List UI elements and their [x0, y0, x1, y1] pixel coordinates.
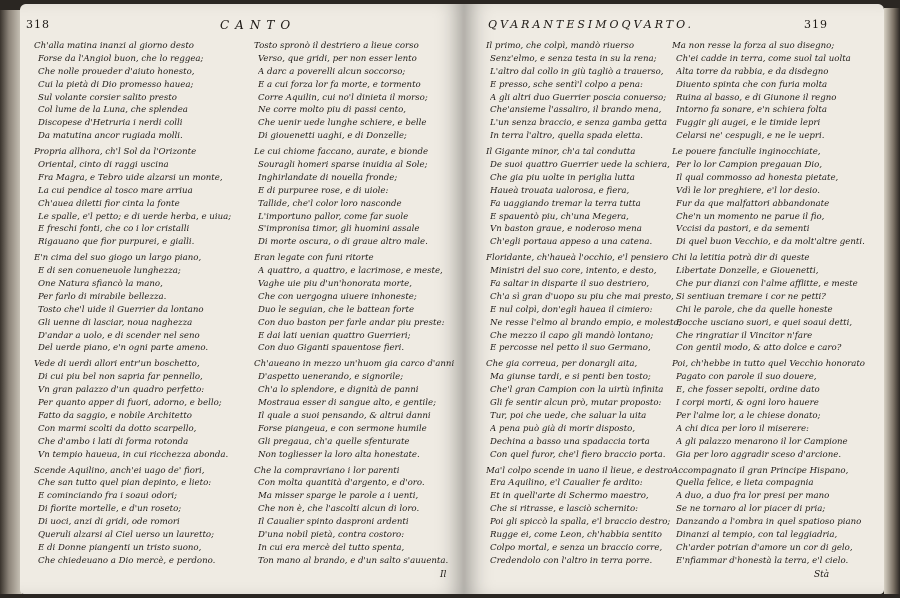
- verse-line: Con duo baston per farle andar piu preste:: [258, 317, 445, 328]
- verse-line: Di morte oscura, o di graue altro male.: [258, 237, 428, 248]
- verse-line: Accompagnato il gran Principe Hispano,: [672, 465, 849, 476]
- verse-line: Ma giunse tardi, e si penti ben tosto;: [490, 372, 651, 383]
- right-page: [464, 4, 884, 594]
- verse-line: E'nfiammar d'honestà la terra, e'l cielo.: [676, 555, 849, 566]
- verse-line: I corpi morti, & ogni loro hauere: [676, 398, 819, 409]
- verse-line: Rigauano que fior purpurei, e gialli.: [38, 237, 195, 248]
- verse-line: E spauentò piu, ch'una Megera,: [490, 211, 629, 222]
- verse-line: Che chiedeuano a Dio mercè, e perdono.: [38, 555, 216, 566]
- stanza: [34, 146, 232, 249]
- verse-line: E di purpuree rose, e di uiole:: [258, 185, 389, 196]
- verse-line: Le pouere fanciulle inginocchiate,: [672, 147, 821, 158]
- verse-line: D'aspetto uenerando, e signorile;: [258, 372, 404, 383]
- verse-line: Ch'auea diletti fior cinta la fonte: [38, 198, 180, 209]
- catchword: Stà: [814, 570, 830, 580]
- verse-line: Vn gran palazzo d'un quadro perfetto:: [38, 385, 205, 396]
- verse-line: Bocche usciano suori, e quei soaui detti,: [676, 317, 853, 328]
- verse-line: Ch'alla matina inanzi al giorno desto: [34, 41, 194, 51]
- verse-line: Corre Aquilin, cui no'l dinieta il morso;: [258, 92, 428, 103]
- verse-line: De suoi quattro Guerrier uede la schiera,: [490, 160, 670, 171]
- verse-line: Forse da l'Angiol buon, che lo reggea;: [38, 53, 204, 64]
- verse-line: Fa saltar in disparte il suo destriero,: [490, 279, 650, 290]
- stanza: [254, 465, 454, 568]
- verse-line: Ch'a sì gran d'uopo su piu che mai presto,: [490, 291, 674, 302]
- right-column-1: [486, 40, 682, 571]
- verse-line: Che mezzo il capo gli mandò lontano;: [490, 330, 654, 341]
- verse-line: Colpo mortal, e senza un braccio corre,: [490, 542, 663, 553]
- left-page-number: 318: [26, 18, 50, 31]
- verse-line: D'una nobil pietà, contra costoro:: [258, 529, 405, 540]
- verse-line: Floridante, ch'haueà l'occhio, e'l pensiero: [486, 253, 669, 264]
- stanza: [486, 358, 681, 461]
- verse-line: E dai lati uenian quattro Guerrieri;: [258, 330, 411, 341]
- verse-line: Vccisi da pastori, e da sementi: [676, 224, 810, 235]
- stanza: [486, 146, 681, 249]
- verse-line: Dechina a basso una spadaccia torta: [490, 436, 650, 447]
- verse-line: A quattro, a quattro, e lacrimose, e meste,: [258, 266, 443, 277]
- verse-line: Vn baston graue, e noderoso mena: [490, 224, 642, 235]
- verse-line: Vdì le lor preghiere, e'l lor desio.: [676, 185, 820, 196]
- verse-line: Mostraua esser di sangue alto, e gentile;: [258, 398, 437, 409]
- verse-line: Chi la letitia potrà dir di queste: [672, 253, 810, 264]
- verse-line: Dinanzi al tempio, con tal leggiadria,: [676, 529, 838, 540]
- verse-line: La cui pendice al tosco mare arriua: [38, 185, 193, 196]
- verse-line: Poi gli spiccò la spalla, e'l braccio destro;: [490, 517, 671, 528]
- verse-line: Scende Aquilino, anch'ei uago de' fiori,: [34, 465, 205, 476]
- verse-line: Le cui chiome faccano, aurate, e bionde: [254, 147, 429, 158]
- verse-line: Et in quell'arte di Schermo maestro,: [490, 491, 649, 502]
- left-page: [20, 4, 464, 594]
- verse-line: Il Caualier spinto dasproni ardenti: [258, 517, 409, 528]
- verse-line: Gli uenne di lasciar, noua naghezza: [38, 317, 193, 328]
- left-page-edges: [0, 10, 22, 594]
- verse-line: Ch'arder potrian d'amore un cor di gelo,: [676, 542, 853, 553]
- verse-line: E freschi fonti, che co i lor cristalli: [38, 224, 190, 235]
- stanza: [34, 252, 231, 355]
- stanza: [34, 465, 231, 568]
- verse-line: Fra Magra, e Tebro uide alzarsi un monte,: [38, 172, 223, 183]
- verse-line: Il qual commosso ad honesta pietate,: [676, 172, 839, 183]
- verse-line: Diuento spinta che con furia molta: [676, 79, 828, 90]
- verse-line: L'importuno pallor, come far suole: [258, 211, 409, 222]
- verse-line: Che d'ambo i lati di forma rotonda: [38, 436, 189, 447]
- verse-line: Sul volante corsier salito presto: [38, 92, 177, 103]
- verse-line: Ma non resse la forza al suo disegno;: [672, 41, 835, 51]
- verse-line: Che non è, che l'ascolti alcun di loro.: [258, 504, 420, 515]
- verse-line: Era Aquilino, e'l Caualier fe ardito:: [490, 478, 643, 489]
- verse-line: Senz'elmo, e senza testa in su la rena;: [490, 53, 657, 64]
- stanza: [672, 252, 865, 355]
- verse-line: Per farlo di mirabile bellezza.: [38, 291, 167, 302]
- verse-line: Di uoci, anzi di gridi, ode romori: [38, 517, 180, 528]
- verse-line: L'un senza braccio, e senza gamba getta: [490, 118, 668, 129]
- verse-line: Ne corre molto piu di passi cento,: [258, 105, 407, 116]
- verse-line: E cominciando fra i soaui odori;: [38, 491, 177, 502]
- verse-line: Per lo lor Campion pregauan Dio,: [676, 160, 823, 171]
- verse-line: L'altro dal collo in giù tagliò a trauerso,: [490, 66, 664, 77]
- verse-line: Gli fe sentir alcun prò, mutar proposto:: [490, 398, 662, 409]
- right-page-number: 319: [804, 18, 828, 31]
- verse-line: Il primo, che colpì, mandò riuerso: [486, 41, 635, 51]
- verse-line: Che gia piu uolte in periglia lutta: [490, 172, 635, 183]
- verse-line: Le spalle, e'l petto; e di uerde herba, e uiua;: [38, 211, 232, 222]
- verse-line: Si sentiuan tremare i cor ne petti?: [676, 291, 826, 302]
- verse-line: Propria allhora, ch'l Sol da l'Orizonte: [34, 147, 197, 158]
- verse-line: Ch'ei cadde in terra, come suol tal uolta: [676, 53, 851, 64]
- verse-line: Fuggir gli augei, e le timide lepri: [676, 118, 821, 129]
- signature-mark: Il: [440, 570, 447, 580]
- stanza: [254, 40, 454, 143]
- verse-line: E nul colpì, don'egli hauea il cimiero:: [490, 304, 653, 315]
- verse-line: Non togliesser la loro alta honestate.: [258, 449, 420, 460]
- verse-line: Haueà trouata ualorosa, e fiera,: [490, 185, 630, 196]
- verse-line: Quella felice, e lieta compagnia: [676, 478, 814, 489]
- verse-line: Col lume de la Luna, che splendea: [38, 105, 188, 116]
- verse-line: A darc a poverelli alcun soccorso;: [258, 66, 406, 77]
- verse-line: Fur da que malfattori abbandonate: [676, 198, 830, 209]
- verse-line: Con marmi scolti da dotto scarpello,: [38, 423, 197, 434]
- verse-line: A gli palazzo menarono il lor Campione: [676, 436, 848, 447]
- verse-line: In cui era mercè del tutto spenta,: [258, 542, 405, 553]
- verse-line: Ch'aueano in mezzo un'huom gia carco d'anni: [254, 359, 455, 370]
- verse-line: Queruli alzarsi al Ciel uerso un lauretto;: [38, 529, 214, 540]
- left-column-1: [34, 40, 232, 571]
- verse-line: A chi dica per loro il miserere:: [676, 423, 809, 434]
- verse-line: Duo le seguian, che le battean forte: [258, 304, 415, 315]
- verse-line: Di fiorite mortelle, e d'un roseto;: [38, 504, 182, 515]
- verse-line: Con gentil modo, & atto dolce e caro?: [676, 343, 842, 354]
- verse-line: Cui la pietà di Dio promesso hauea;: [38, 79, 194, 90]
- verse-line: In terra l'altro, quella spada eletta.: [490, 131, 644, 142]
- verse-line: Fa uaggiando tremar la terra tutta: [490, 198, 641, 209]
- verse-line: Per quanto apper di fuori, adorno, e bello;: [38, 398, 222, 409]
- verse-line: Che si ritrasse, e lasciò schernito:: [490, 504, 639, 515]
- verse-line: Vn tempio haueua, in cui ricchezza abonda.: [38, 449, 229, 460]
- stanza: [254, 252, 454, 355]
- verse-line: Di giouenetti uaghi, e di Donzelle;: [258, 131, 407, 142]
- verse-line: Tur, poi che uede, che saluar la uita: [490, 410, 647, 421]
- verse-line: S'impronisa timor, gli huomini assale: [258, 224, 420, 235]
- right-column-2: [672, 40, 865, 571]
- verse-line: Libertate Donzelle, e Giouenetti,: [676, 266, 819, 277]
- verse-line: Che'n un momento ne parue il fio,: [676, 211, 825, 222]
- verse-line: Danzando a l'ombra in quel spatioso piano: [676, 517, 862, 528]
- stanza: [486, 40, 681, 143]
- verse-line: Gli pregaua, ch'a quelle sfenturate: [258, 436, 410, 447]
- verse-line: Vaghe uie piu d'un'honorata morte,: [258, 279, 412, 290]
- verse-line: Con molta quantità d'argento, e d'oro.: [258, 478, 425, 489]
- verse-line: Che ringratiar il Vincitor n'fare: [676, 330, 813, 341]
- verse-line: Che nolle proueder d'aiuto honesto,: [38, 66, 195, 77]
- verse-line: A duo, a duo fra lor presi per mano: [676, 491, 830, 502]
- stanza: [34, 40, 231, 143]
- verse-line: Il Gigante minor, ch'a tal condutta: [486, 147, 636, 158]
- verse-line: Intorno fa sonare, e'n schiera folta: [676, 105, 827, 116]
- verse-line: Vede di uerdi allori entr'un boschetto,: [34, 359, 200, 370]
- stanza: [672, 40, 865, 143]
- verse-line: A gli altri duo Guerrier poscia conuerso;: [490, 92, 667, 103]
- verse-line: Di cui piu bel non sapria far pennello,: [38, 372, 203, 383]
- verse-line: Ch'egli portaua appeso a una catena.: [490, 237, 653, 248]
- verse-line: Che uenir uede lunghe schiere, e belle: [258, 118, 427, 129]
- left-running-title: CANTO: [220, 18, 297, 32]
- verse-line: Gia per loro aggradir sceso d'arcione.: [676, 449, 842, 460]
- verse-line: Che la compravriano i lor parenti: [254, 465, 400, 476]
- verse-line: E, che fosser sepolti, ordine dato: [676, 385, 820, 396]
- stanza: [672, 358, 865, 461]
- verse-line: E percosse nel petto il suo Germano,: [490, 343, 651, 354]
- verse-line: D'andar a uolo, e di scender nel seno: [38, 330, 200, 341]
- verse-line: Credendolo con l'altro in terra porre.: [490, 555, 653, 566]
- verse-line: Celarsi ne' cespugli, e ne le uepri.: [676, 131, 825, 142]
- stanza: [672, 146, 865, 249]
- verse-line: Poi, ch'hebbe in tutto quel Vecchio honorato: [672, 359, 865, 370]
- verse-line: Da matutina ancor rugiada molli.: [38, 131, 183, 142]
- verse-line: Che con uergogna uiuere inhoneste;: [258, 291, 417, 302]
- verse-line: Di quel buon Vecchio, e da molt'altre genti.: [676, 237, 865, 248]
- verse-line: Ruina al basso, e di Giunone il regno: [676, 92, 837, 103]
- verse-line: Che san tutto quel pian depinto, e lieto:: [38, 478, 212, 489]
- verse-line: E a cui forza lor fa morte, e tormento: [258, 79, 421, 90]
- verse-line: Oriental, cinto di raggi uscina: [38, 160, 169, 171]
- verse-line: Che gia correua, per donargli aita,: [486, 359, 638, 370]
- stanza: [34, 358, 231, 461]
- stanza: [254, 146, 454, 249]
- right-page-edges: [884, 8, 900, 594]
- verse-line: E di sen conueneuole lunghezza;: [38, 266, 181, 277]
- stanza: [254, 358, 455, 461]
- verse-line: Con quel furor, che'l fiero braccio porta.: [490, 449, 666, 460]
- verse-line: Verso, que gridi, per non esser lento: [258, 53, 417, 64]
- verse-line: Forse piangeua, e con sermone humile: [258, 423, 427, 434]
- verse-line: Per l'alme lor, a le chiese donato;: [676, 410, 821, 421]
- verse-line: E di Donne piangenti un tristo suono,: [38, 542, 202, 553]
- verse-line: Che'ansieme l'assaliro, il brando mena,: [490, 105, 662, 116]
- verse-line: E'n cima del suo giogo un largo piano,: [34, 253, 202, 264]
- verse-line: One Natura sfiancò la mano,: [38, 279, 163, 290]
- verse-line: Souragli homeri sparse inuidia al Sole;: [258, 160, 428, 171]
- verse-line: Ton mano al brando, e d'un salto s'auuenta.: [258, 555, 449, 566]
- verse-line: Se ne tornaro al lor piacer di pria;: [676, 504, 826, 515]
- verse-line: Alta torre da rabbia, e da disdegno: [676, 66, 829, 77]
- verse-line: Ne resse l'elmo al brando empio, e molesto,: [490, 317, 682, 328]
- verse-line: Che'l gran Campion con la uirtù infinita: [490, 385, 664, 396]
- left-column-2: [254, 40, 455, 571]
- verse-line: Eran legate con funi ritorte: [254, 253, 374, 264]
- verse-line: Ministri del suo core, intento, e desto,: [490, 266, 657, 277]
- right-running-title: QVARANTESIMOQVARTO.: [488, 18, 694, 31]
- verse-line: Tosto spronò il destriero a lieue corso: [254, 41, 419, 51]
- verse-line: Il quale a suoi pensando, & altrui danni: [258, 410, 431, 421]
- verse-line: A pena può già di morir disposto,: [490, 423, 636, 434]
- verse-line: Ma'l colpo scende in uano il lieue, e destro: [486, 465, 673, 476]
- verse-line: Discopese d'Hetruria i nerdi colli: [38, 118, 183, 129]
- verse-line: Rugge ei, come Leon, ch'habbia sentito: [490, 529, 662, 540]
- verse-line: Ch'a lo splendore, e dignità de panni: [258, 385, 419, 396]
- verse-line: Con duo Giganti spauentose fieri.: [258, 343, 405, 354]
- stanza: [672, 465, 865, 568]
- verse-line: Tallide, che'l color loro nasconde: [258, 198, 402, 209]
- verse-line: Del uerde piano, e'n ogni parte ameno.: [38, 343, 209, 354]
- stanza: [486, 465, 681, 568]
- verse-line: E presso, sche sentì'l colpo a pena:: [490, 79, 643, 90]
- verse-line: Pagato con parole il suo douere,: [676, 372, 817, 383]
- stanza: [486, 252, 682, 355]
- verse-line: Tosto che'l uide il Guerrier da lontano: [38, 304, 204, 315]
- verse-line: Che pur dianzi con l'alme afflitte, e meste: [676, 279, 858, 290]
- verse-line: Fatto da saggio, e nobile Architetto: [38, 410, 192, 421]
- verse-line: Inghirlandate di nouella fronde;: [258, 172, 398, 183]
- verse-line: Chi le parole, che da quelle honeste: [676, 304, 833, 315]
- verse-line: Ma misser sparge le parole a i uenti,: [258, 491, 419, 502]
